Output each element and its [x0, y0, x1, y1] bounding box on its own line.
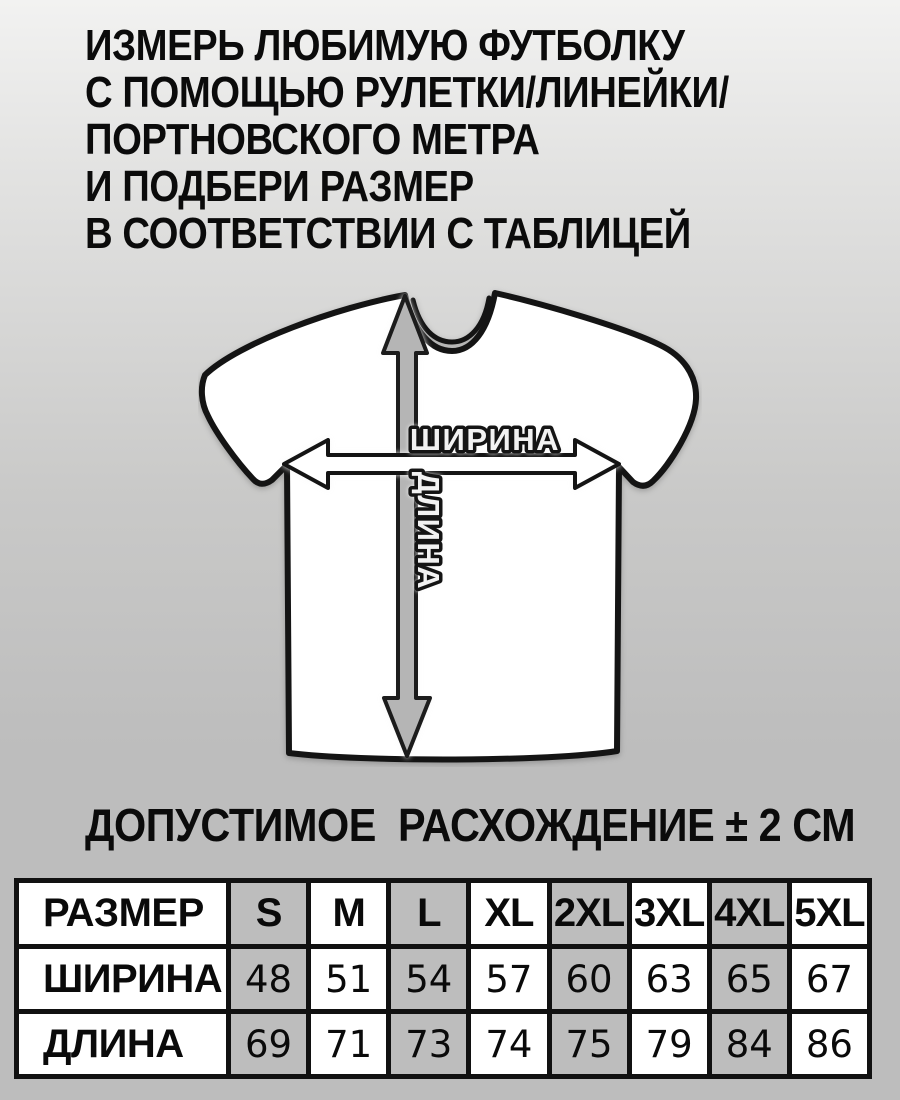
tshirt-measurement-diagram — [198, 283, 702, 767]
table-header-row — [17, 881, 870, 947]
length-value: 74 — [469, 1012, 549, 1077]
length-label: ДЛИНА — [411, 471, 446, 591]
headline-line: ИЗМЕРЬ ЛЮБИМУЮ ФУТБОЛКУ — [85, 21, 685, 70]
tolerance-note: ДОПУСТИМОЕ РАСХОЖДЕНИЕ ± 2 СМ — [85, 799, 856, 851]
length-value: 69 — [229, 1012, 309, 1077]
size-header-3xl: 3XL — [629, 881, 709, 947]
table-corner-header: РАЗМЕР — [17, 881, 229, 947]
table-row-width — [17, 947, 870, 1012]
size-header-4xl: 4XL — [709, 881, 789, 947]
size-header-2xl: 2XL — [549, 881, 629, 947]
width-value: 51 — [309, 947, 389, 1012]
width-value: 65 — [709, 947, 789, 1012]
width-label: ШИРИНА — [409, 422, 561, 457]
width-value: 57 — [469, 947, 549, 1012]
length-value: 71 — [309, 1012, 389, 1077]
tshirt-outline-icon — [202, 293, 696, 760]
row-label-width: ШИРИНА — [17, 947, 229, 1012]
size-header-5xl: 5XL — [789, 881, 869, 947]
table-row-length — [17, 1012, 870, 1077]
row-label-length: ДЛИНА — [17, 1012, 229, 1077]
size-header-s: S — [229, 881, 309, 947]
width-value: 63 — [629, 947, 709, 1012]
width-value: 60 — [549, 947, 629, 1012]
length-value: 84 — [709, 1012, 789, 1077]
width-value: 54 — [389, 947, 469, 1012]
headline — [85, 22, 729, 257]
headline-line: И ПОДБЕРИ РАЗМЕР — [85, 162, 474, 211]
headline-line: С ПОМОЩЬЮ РУЛЕТКИ/ЛИНЕЙКИ/ — [85, 68, 729, 117]
width-value: 67 — [789, 947, 869, 1012]
headline-line: ПОРТНОВСКОГО МЕТРА — [85, 115, 540, 164]
length-value: 86 — [789, 1012, 869, 1077]
length-value: 79 — [629, 1012, 709, 1077]
size-header-m: M — [309, 881, 389, 947]
size-header-l: L — [389, 881, 469, 947]
size-table — [14, 878, 872, 1079]
length-value: 75 — [549, 1012, 629, 1077]
headline-line: В СООТВЕТСТВИИ С ТАБЛИЦЕЙ — [85, 209, 691, 258]
length-value: 73 — [389, 1012, 469, 1077]
size-header-xl: XL — [469, 881, 549, 947]
width-value: 48 — [229, 947, 309, 1012]
